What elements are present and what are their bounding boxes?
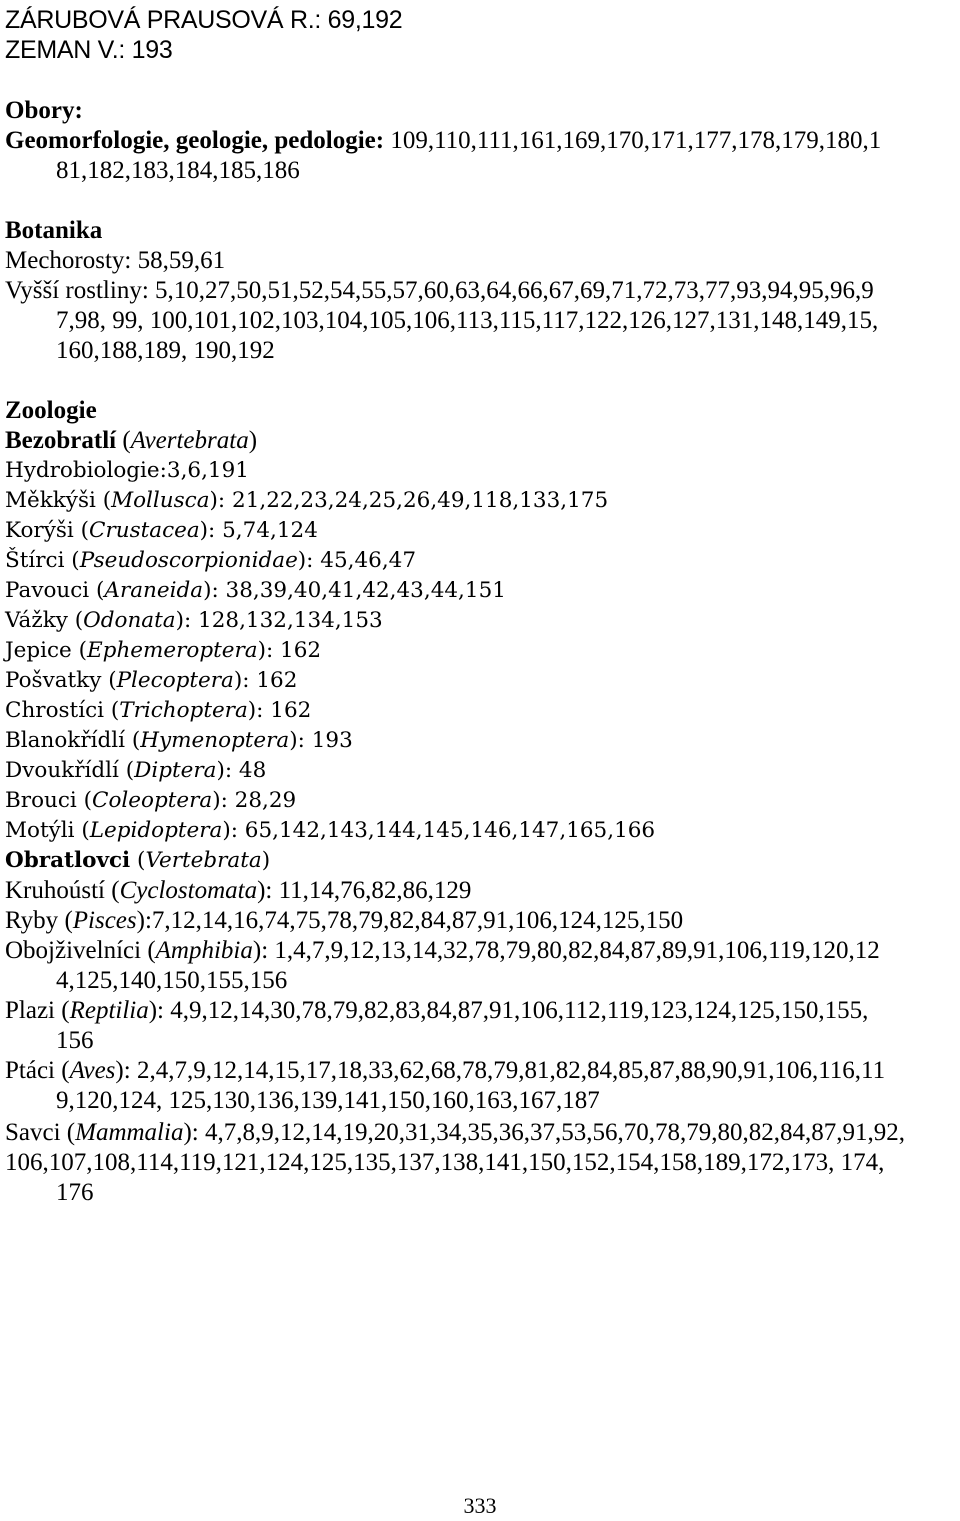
savci-entry: Savci (Mammalia): 4,7,8,9,12,14,19,20,31,34,35,36,37,53,56,70,78,79,80,82,84,87,91,92,	[5, 1119, 905, 1146]
index-entry: Dvoukřídlí (Diptera): 48	[5, 758, 267, 783]
author-entry-zarubova: ZÁRUBOVÁ PRAUSOVÁ R.: 69,192	[5, 6, 403, 34]
index-entry: Brouci (Coleoptera): 28,29	[5, 788, 297, 813]
author-entry-zeman: ZEMAN V.: 193	[5, 36, 173, 64]
hydrobiologie-entry: Hydrobiologie:3,6,191	[5, 458, 249, 483]
vyssi-rostliny-entry: Vyšší rostliny: 5,10,27,50,51,52,54,55,57,60,63,64,66,67,69,71,72,73,77,93,94,95,96,9	[5, 277, 874, 304]
ptaci-entry-cont: 9,120,124, 125,130,136,139,141,150,160,163,167,187	[56, 1087, 600, 1114]
index-entry: Štírci (Pseudoscorpionidae): 45,46,47	[5, 548, 417, 573]
ryby-entry: Ryby (Pisces):7,12,14,16,74,75,78,79,82,84,87,91,106,124,125,150	[5, 907, 684, 934]
savci-entry-cont-2: 176	[56, 1179, 94, 1206]
geo-entry: Geomorfologie, geologie, pedologie: 109,110,111,161,169,170,171,177,178,179,180,1	[5, 127, 882, 154]
plazi-entry: Plazi (Reptilia): 4,9,12,14,30,78,79,82,83,84,87,91,106,112,119,123,124,125,150,155,	[5, 997, 869, 1024]
vyssi-rostliny-cont-1: 7,98, 99, 100,101,102,103,104,105,106,113,115,117,122,126,127,131,148,149,15,	[56, 307, 879, 334]
botanika-heading: Botanika	[5, 217, 103, 244]
index-entry: Pošvatky (Plecoptera): 162	[5, 668, 298, 693]
page-number: 333	[463, 1493, 497, 1518]
geo-entry-cont: 81,182,183,184,185,186	[56, 157, 300, 184]
zoologie-heading: Zoologie	[5, 397, 97, 424]
obojzivelnici-entry: Obojživelníci (Amphibia): 1,4,7,9,12,13,14,32,78,79,80,82,84,87,89,91,106,119,120,12	[5, 937, 880, 964]
index-entry: Jepice (Ephemeroptera): 162	[5, 638, 322, 663]
mechorosty-entry: Mechorosty: 58,59,61	[5, 247, 226, 274]
savci-entry-cont-1: 106,107,108,114,119,121,124,125,135,137,138,141,150,152,154,158,189,172,173, 174,	[5, 1149, 885, 1176]
index-entry: Vážky (Odonata): 128,132,134,153	[5, 608, 383, 633]
obratlovci-heading: Obratlovci (Vertebrata)	[5, 848, 271, 873]
obojzivelnici-entry-cont: 4,125,140,150,155,156	[56, 967, 288, 994]
index-entry: Pavouci (Araneida): 38,39,40,41,42,43,44,151	[5, 578, 506, 603]
ptaci-entry: Ptáci (Aves): 2,4,7,9,12,14,15,17,18,33,62,68,78,79,81,82,84,85,87,88,90,91,106,116,11	[5, 1057, 886, 1084]
index-entry: Motýli (Lepidoptera): 65,142,143,144,145,146,147,165,166	[5, 818, 656, 843]
index-entry: Korýši (Crustacea): 5,74,124	[5, 518, 318, 543]
obory-heading: Obory:	[5, 97, 83, 124]
index-entry: Měkkýši (Mollusca): 21,22,23,24,25,26,49,118,133,175	[5, 488, 609, 513]
plazi-entry-cont: 156	[56, 1027, 94, 1054]
index-entry: Chrostíci (Trichoptera): 162	[5, 698, 312, 723]
kruhousti-entry: Kruhoústí (Cyclostomata): 11,14,76,82,86,129	[5, 877, 472, 904]
index-entry: Blanokřídlí (Hymenoptera): 193	[5, 728, 353, 753]
bezobratli-heading: Bezobratlí (Avertebrata)	[5, 427, 258, 454]
vyssi-rostliny-cont-2: 160,188,189, 190,192	[56, 337, 275, 364]
